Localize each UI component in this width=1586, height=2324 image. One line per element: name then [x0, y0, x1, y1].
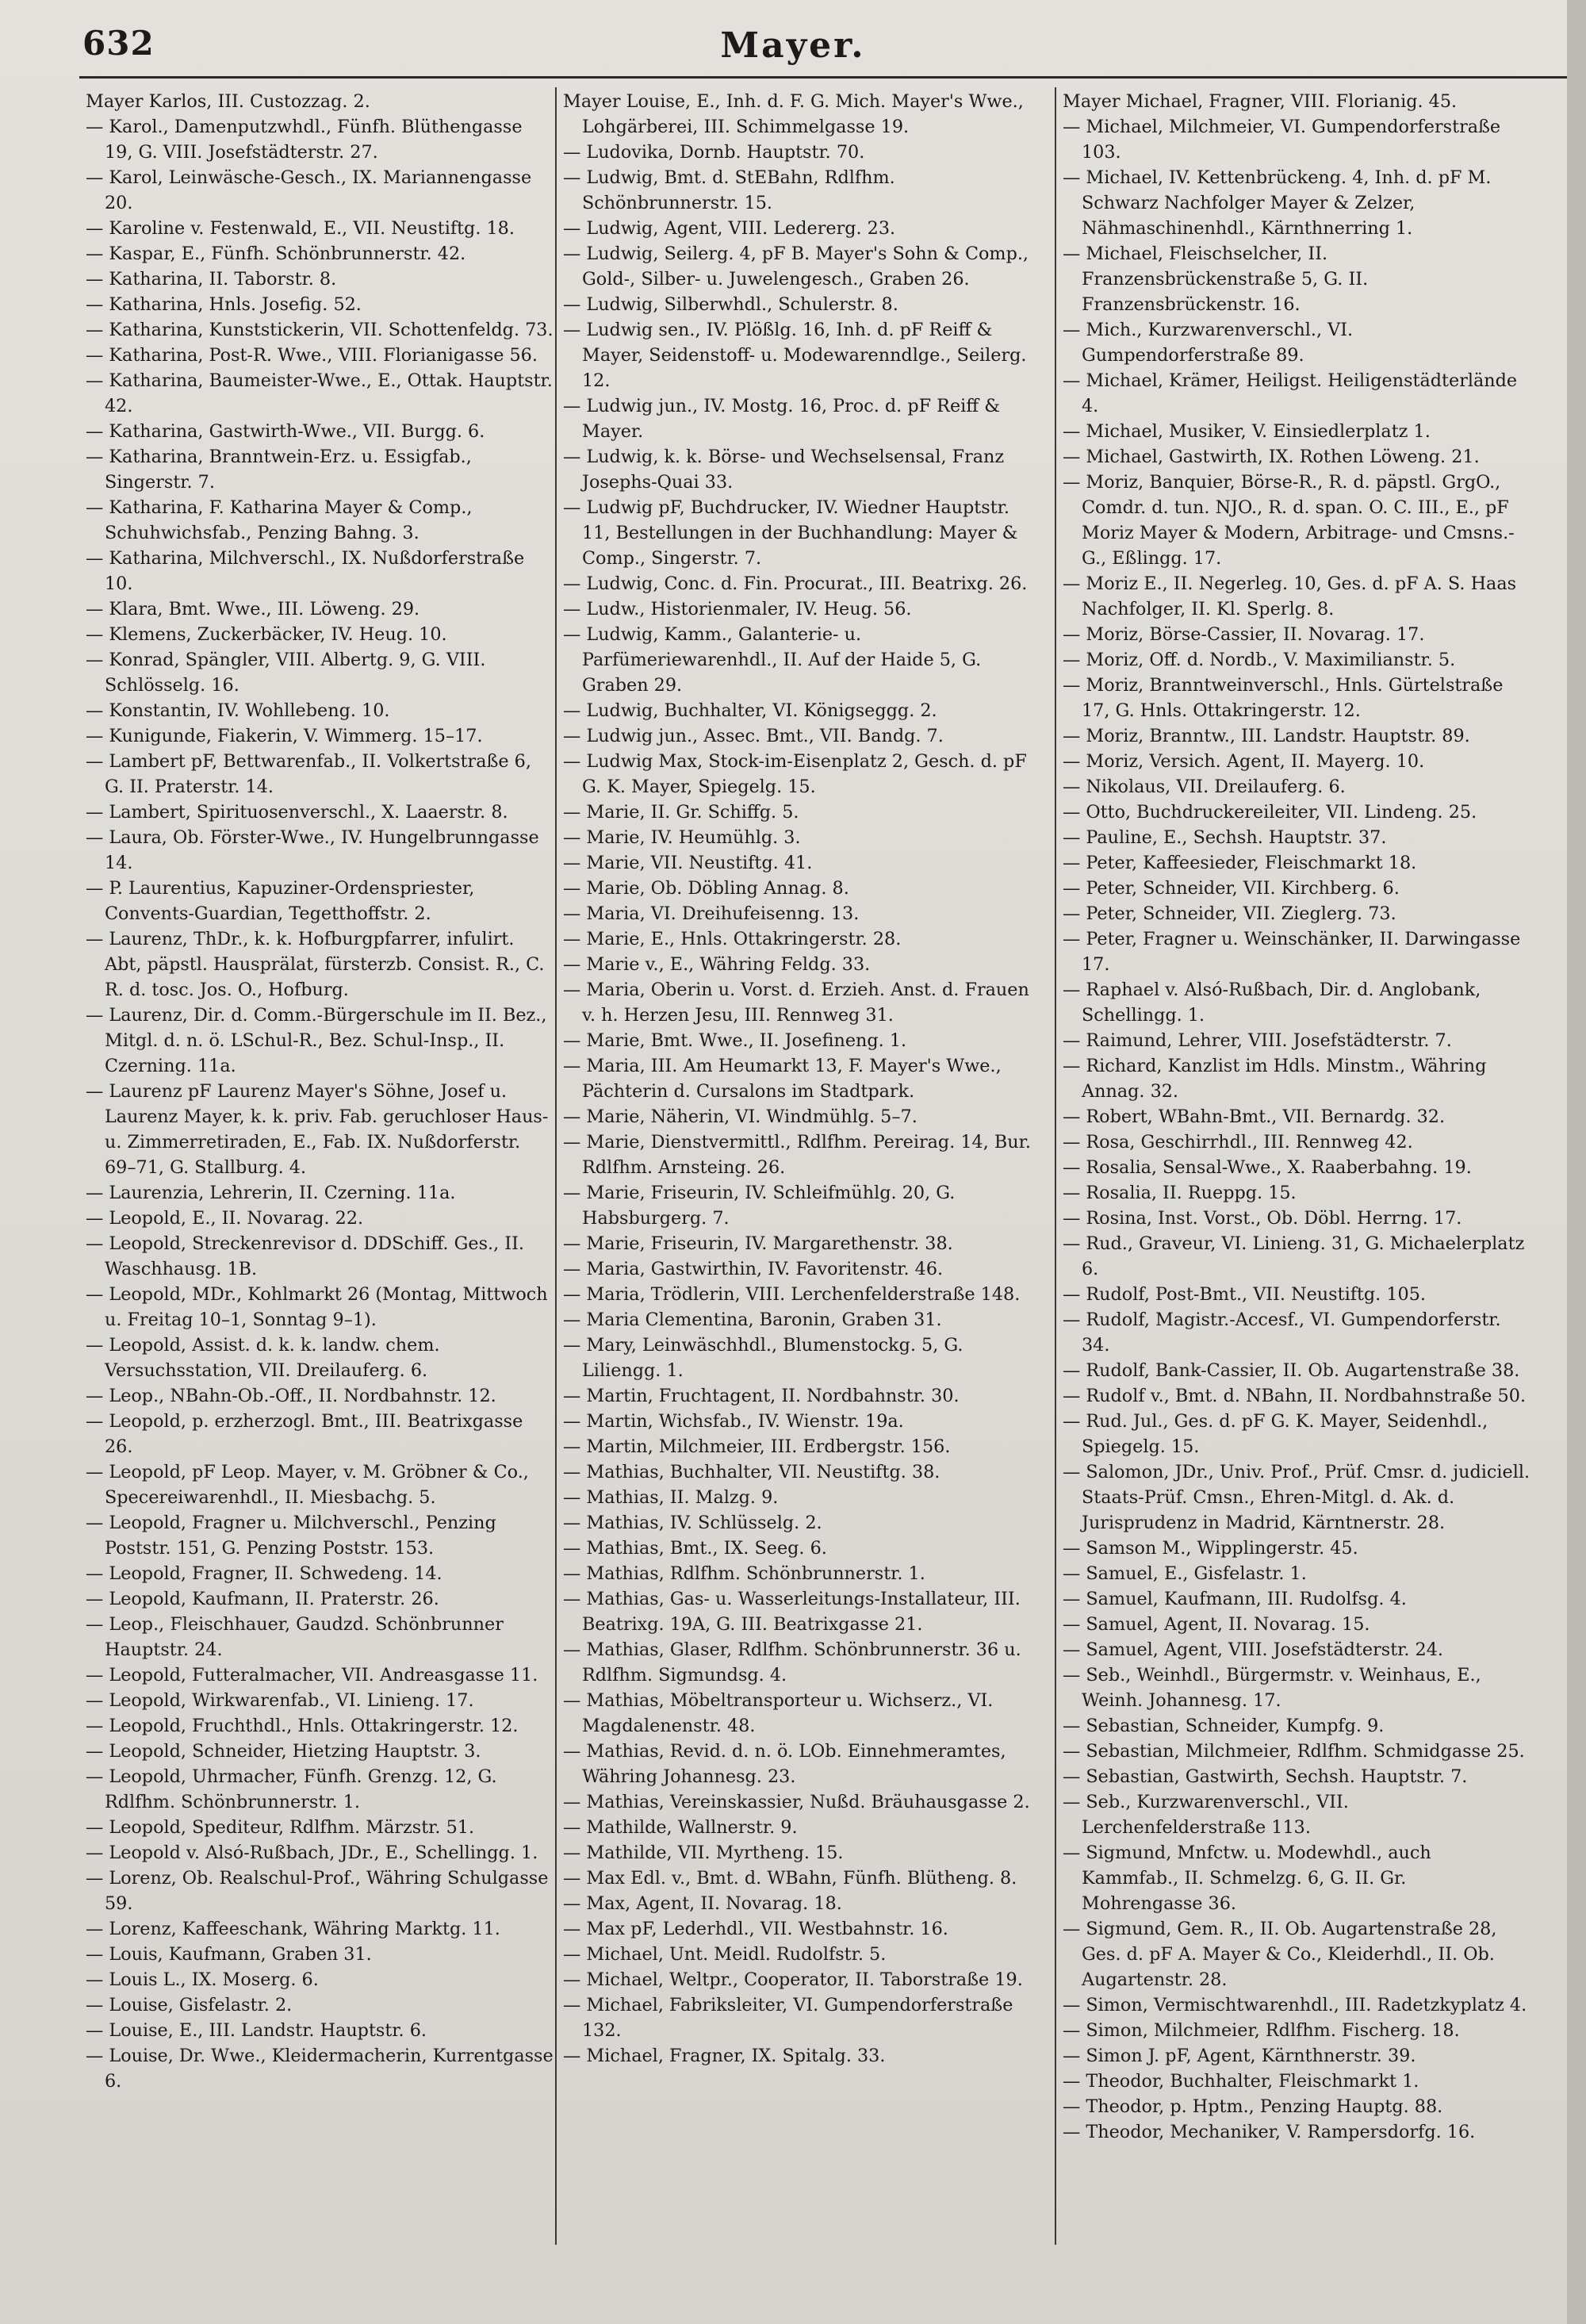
directory-entry: — Theodor, p. Hptm., Penzing Hauptg. 88. [1063, 2096, 1443, 2117]
column-2 [563, 89, 1031, 2069]
directory-entry: — Michael, Unt. Meidl. Rudolfstr. 5. [563, 1944, 887, 1965]
directory-entry: — Leopold, pF Leop. Mayer, v. M. Gröbner & Co., Specereiwarenhdl., II. Miesbachg. 5. [86, 1462, 529, 1508]
directory-entry: — Louise, Dr. Wwe., Kleidermacherin, Kurrentgasse 6. [86, 2046, 554, 2092]
directory-entry: — Katharina, Post-R. Wwe., VIII. Florianigasse 56. [86, 345, 538, 366]
directory-entry: — Sebastian, Schneider, Kumpfg. 9. [1063, 1716, 1385, 1736]
directory-entry: — Marie, IV. Heumühlg. 3. [563, 827, 801, 848]
directory-entry: — Max, Agent, II. Novarag. 18. [563, 1893, 842, 1914]
directory-entry: — Mathias, Vereinskassier, Nußd. Bräuhausgasse 2. [563, 1792, 1030, 1812]
directory-entry: — Theodor, Buchhalter, Fleischmarkt 1. [1063, 2071, 1419, 2092]
directory-entry: — Konstantin, IV. Wohllebeng. 10. [86, 700, 390, 721]
directory-entry: — Sigmund, Mnfctw. u. Modewhdl., auch Kammfab., II. Schmelzg. 6, G. II. Gr. Mohrengasse 36. [1063, 1843, 1431, 1914]
directory-entry: — Rudolf, Magistr.-Accesf., VI. Gumpendorferstr. 34. [1063, 1310, 1501, 1356]
directory-entry: — Theodor, Mechaniker, V. Rampersdorfg. 16. [1063, 2122, 1476, 2142]
directory-entry: — Marie, Bmt. Wwe., II. Josefineng. 1. [563, 1030, 907, 1051]
directory-entry: — Katharina, Hnls. Josefig. 52. [86, 294, 362, 315]
directory-entry: — Katharina, Milchverschl., IX. Nußdorferstraße 10. [86, 548, 525, 594]
directory-entry: — Leop., Fleischhauer, Gaudzd. Schönbrunner Hauptstr. 24. [86, 1614, 504, 1660]
directory-entry: — Marie, II. Gr. Schiffg. 5. [563, 802, 799, 823]
directory-entry: — Moriz, Off. d. Nordb., V. Maximilianstr. 5. [1063, 650, 1456, 670]
directory-entry: — Leopold, Uhrmacher, Fünfh. Grenzg. 12, G. Rdlfhm. Schönbrunnerstr. 1. [86, 1766, 497, 1812]
directory-entry: — Moriz, Banquier, Börse-R., R. d. päpstl. GrgO., Comdr. d. tun. NJO., R. d. span. O. C. III., E., pF Moriz Mayer & Modern, Arbitrage- und Cmsns.-G., Eßlingg. 17. [1063, 472, 1515, 569]
directory-entry: — Konrad, Spängler, VIII. Albertg. 9, G. VIII. Schlösselg. 16. [86, 650, 486, 696]
directory-entry: — Rosa, Geschirrhdl., III. Rennweg 42. [1063, 1132, 1413, 1152]
directory-entry: Mayer Karlos, III. Custozzag. 2. [86, 91, 370, 112]
directory-entry: — Rosina, Inst. Vorst., Ob. Döbl. Herrng. 17. [1063, 1208, 1462, 1229]
page-header [0, 24, 1586, 71]
directory-entry: — Katharina, F. Katharina Mayer & Comp., Schuhwichsfab., Penzing Bahng. 3. [86, 497, 473, 543]
directory-entry: — Leopold, Schneider, Hietzing Hauptstr. 3. [86, 1741, 481, 1762]
directory-entry: Mayer Louise, E., Inh. d. F. G. Mich. Mayer's Wwe., Lohgärberei, III. Schimmelgasse 19. [563, 91, 1024, 137]
directory-entry: — Leopold, Fragner u. Milchverschl., Penzing Poststr. 151, G. Penzing Poststr. 153. [86, 1513, 496, 1559]
directory-entry: — Nikolaus, VII. Dreilauferg. 6. [1063, 777, 1346, 797]
directory-entry: — Leopold, Assist. d. k. k. landw. chem. Versuchsstation, VII. Dreilauferg. 6. [86, 1335, 440, 1381]
directory-entry: — Maria, Oberin u. Vorst. d. Erzieh. Anst. d. Frauen v. h. Herzen Jesu, III. Rennweg 31. [563, 980, 1029, 1026]
directory-entry: — Martin, Fruchtagent, II. Nordbahnstr. 30. [563, 1386, 960, 1406]
directory-entry: — Peter, Kaffeesieder, Fleischmarkt 18. [1063, 853, 1417, 873]
directory-entry: — Leopold, MDr., Kohlmarkt 26 (Montag, Mittwoch u. Freitag 10–1, Sonntag 9–1). [86, 1284, 548, 1330]
directory-entry: — Leopold, Wirkwarenfab., VI. Linieng. 17. [86, 1690, 474, 1711]
directory-entry: — Simon, Milchmeier, Rdlfhm. Fischerg. 18. [1063, 2020, 1460, 2041]
directory-entry: — Simon J. pF, Agent, Kärnthnerstr. 39. [1063, 2046, 1416, 2066]
directory-entry: — Rudolf, Post-Bmt., VII. Neustiftg. 105. [1063, 1284, 1427, 1305]
directory-entry: — Laurenz pF Laurenz Mayer's Söhne, Josef u. Laurenz Mayer, k. k. priv. Fab. geruchloser Haus- u. Zimmerretiraden, E., Fab. IX. Nußdorferstr. 69–71, G. Stallburg. 4. [86, 1081, 549, 1178]
directory-entry: — Michael, Gastwirth, IX. Rothen Löweng. 21. [1063, 447, 1480, 467]
directory-entry: — Rud. Jul., Ges. d. pF G. K. Mayer, Seidenhdl., Spiegelg. 15. [1063, 1411, 1488, 1457]
directory-entry: — Leopold v. Alsó-Rußbach, JDr., E., Schellingg. 1. [86, 1843, 538, 1863]
directory-entry: — Otto, Buchdruckereileiter, VII. Lindeng. 25. [1063, 802, 1477, 823]
directory-entry: — Rudolf, Bank-Cassier, II. Ob. Augartenstraße 38. [1063, 1360, 1520, 1381]
directory-entry: — Michael, Musiker, V. Einsiedlerplatz 1. [1063, 421, 1431, 442]
directory-entry: — Ludwig, Silberwhdl., Schulerstr. 8. [563, 294, 898, 315]
directory-entry: — Karol, Leinwäsche-Gesch., IX. Mariannengasse 20. [86, 167, 532, 213]
directory-entry: — Ludwig pF, Buchdrucker, IV. Wiedner Hauptstr. 11, Bestellungen in der Buchhandlung: Mayer & Comp., Singerstr. 7. [563, 497, 1018, 569]
directory-entry: — Salomon, JDr., Univ. Prof., Prüf. Cmsr. d. judiciell. Staats-Prüf. Cmsn., Ehren-Mitgl. d. Ak. d. Jurisprudenz in Madrid, Kärntnerstr. 28. [1063, 1462, 1530, 1533]
directory-entry: — Marie, Friseurin, IV. Schleifmühlg. 20, G. Habsburgerg. 7. [563, 1183, 956, 1229]
directory-entry: — Katharina, Gastwirth-Wwe., VII. Burgg. 6. [86, 421, 485, 442]
directory-entry: — Michael, Fabriksleiter, VI. Gumpendorferstraße 132. [563, 1995, 1013, 2041]
directory-entry: — Mathias, Bmt., IX. Seeg. 6. [563, 1538, 827, 1559]
directory-entry: — Martin, Milchmeier, III. Erdbergstr. 156. [563, 1436, 951, 1457]
directory-entry: — Peter, Schneider, VII. Zieglerg. 73. [1063, 903, 1396, 924]
directory-entry: — Lorenz, Ob. Realschul-Prof., Währing Schulgasse 59. [86, 1868, 549, 1914]
directory-entry: — Laurenzia, Lehrerin, II. Czerning. 11a. [86, 1183, 456, 1203]
directory-entry: — Max pF, Lederhdl., VII. Westbahnstr. 16. [563, 1919, 948, 1939]
directory-entry: — Martin, Wichsfab., IV. Wienstr. 19a. [563, 1411, 904, 1432]
directory-entry: — Marie, VII. Neustiftg. 41. [563, 853, 813, 873]
directory-entry: — Kaspar, E., Fünfh. Schönbrunnerstr. 42. [86, 244, 466, 264]
directory-entry: — Leopold, Futteralmacher, VII. Andreasgasse 11. [86, 1665, 538, 1685]
directory-entry: — Moriz, Branntweinverschl., Hnls. Gürtelstraße 17, G. Hnls. Ottakringerstr. 12. [1063, 675, 1504, 721]
page-edge [1567, 0, 1586, 2324]
directory-entry: — Sebastian, Milchmeier, Rdlfhm. Schmidgasse 25. [1063, 1741, 1525, 1762]
directory-entry: — Marie v., E., Währing Feldg. 33. [563, 954, 871, 975]
directory-entry: — Maria, Trödlerin, VIII. Lerchenfelderstraße 148. [563, 1284, 1021, 1305]
directory-entry: — Leopold, Fragner, II. Schwedeng. 14. [86, 1563, 442, 1584]
directory-entry: — Leopold, p. erzherzogl. Bmt., III. Beatrixgasse 26. [86, 1411, 523, 1457]
directory-entry: — Moriz, Börse-Cassier, II. Novarag. 17. [1063, 624, 1425, 645]
directory-entry: — Marie, Dienstvermittl., Rdlfhm. Pereirag. 14, Bur. Rdlfhm. Arnsteing. 26. [563, 1132, 1031, 1178]
directory-entry: — Peter, Schneider, VII. Kirchberg. 6. [1063, 878, 1400, 899]
directory-entry: — Marie, Ob. Döbling Annag. 8. [563, 878, 849, 899]
directory-entry: — Mathias, II. Malzg. 9. [563, 1487, 779, 1508]
directory-entry: — Ludwig jun., Assec. Bmt., VII. Bandg. 7. [563, 726, 944, 746]
directory-entry: — Raphael v. Alsó-Rußbach, Dir. d. Anglobank, Schellingg. 1. [1063, 980, 1481, 1026]
directory-entry: — Kunigunde, Fiakerin, V. Wimmerg. 15–17. [86, 726, 483, 746]
directory-entry: — Ludwig, Buchhalter, VI. Königseggg. 2. [563, 700, 937, 721]
directory-entry: — Katharina, Kunststickerin, VII. Schottenfeldg. 73. [86, 320, 554, 340]
directory-entry: — Leopold, Kaufmann, II. Praterstr. 26. [86, 1589, 439, 1609]
directory-entry: — Raimund, Lehrer, VIII. Josefstädterstr. 7. [1063, 1030, 1452, 1051]
directory-entry: — Ludwig, Bmt. d. StEBahn, Rdlfhm. Schönbrunnerstr. 15. [563, 167, 895, 213]
directory-entry: — Laurenz, ThDr., k. k. Hofburgpfarrer, infulirt. Abt, päpstl. Hausprälat, fürsterzb. Consist. R., C. R. d. tosc. Jos. O., Hofburg. [86, 929, 545, 1000]
column-divider [555, 87, 557, 2245]
directory-entry: — Peter, Fragner u. Weinschänker, II. Darwingasse 17. [1063, 929, 1521, 975]
directory-entry: — Samson M., Wipplingerstr. 45. [1063, 1538, 1358, 1559]
directory-entry: — Leop., NBahn-Ob.-Off., II. Nordbahnstr. 12. [86, 1386, 496, 1406]
directory-entry: — Ludwig jun., IV. Mostg. 16, Proc. d. pF Reiff & Mayer. [563, 396, 1001, 442]
column-1 [86, 89, 554, 2094]
directory-entry: — Maria, III. Am Heumarkt 13, F. Mayer's Wwe., Pächterin d. Cursalons im Stadtpark. [563, 1056, 1002, 1102]
directory-entry: — Karol., Damenputzwhdl., Fünfh. Blüthengasse 19, G. VIII. Josefstädterstr. 27. [86, 117, 523, 163]
directory-entry: — Michael, Fleischselcher, II. Franzensbrückenstraße 5, G. II. Franzensbrückenstr. 16. [1063, 244, 1369, 315]
header-rule [79, 76, 1570, 79]
directory-entry: — Mathias, IV. Schlüsselg. 2. [563, 1513, 822, 1533]
directory-entry: — Michael, Weltpr., Cooperator, II. Taborstraße 19. [563, 1969, 1023, 1990]
directory-entry: — Klara, Bmt. Wwe., III. Löweng. 29. [86, 599, 420, 619]
directory-entry: — Maria Clementina, Baronin, Graben 31. [563, 1310, 942, 1330]
directory-entry: Mayer Michael, Fragner, VIII. Florianig. 45. [1063, 91, 1458, 112]
directory-entry: — Michael, Milchmeier, VI. Gumpendorferstraße 103. [1063, 117, 1501, 163]
directory-entry: — Katharina, II. Taborstr. 8. [86, 269, 337, 290]
directory-entry: — Sebastian, Gastwirth, Sechsh. Hauptstr. 7. [1063, 1766, 1468, 1787]
running-head: Mayer. [720, 25, 866, 66]
directory-entry: — Ludwig Max, Stock-im-Eisenplatz 2, Gesch. d. pF G. K. Mayer, Spiegelg. 15. [563, 751, 1027, 797]
directory-entry: — Moriz E., II. Negerleg. 10, Ges. d. pF A. S. Haas Nachfolger, II. Kl. Sperlg. 8. [1063, 573, 1517, 619]
directory-entry: — Simon, Vermischtwarenhdl., III. Radetzkyplatz 4. [1063, 1995, 1527, 2015]
directory-entry: — Mathilde, VII. Myrtheng. 15. [563, 1843, 844, 1863]
directory-entry: — Maria, VI. Dreihufeisenng. 13. [563, 903, 860, 924]
directory-entry: — Mathias, Revid. d. n. ö. LOb. Einnehmeramtes, Währing Johannesg. 23. [563, 1741, 1006, 1787]
directory-entry: — Max Edl. v., Bmt. d. WBahn, Fünfh. Blütheng. 8. [563, 1868, 1017, 1889]
directory-entry: — Lambert, Spirituosenverschl., X. Laaerstr. 8. [86, 802, 508, 823]
directory-entry: — Laura, Ob. Förster-Wwe., IV. Hungelbrunngasse 14. [86, 827, 539, 873]
directory-entry: — Seb., Weinhdl., Bürgermstr. v. Weinhaus, E., Weinh. Johannesg. 17. [1063, 1665, 1481, 1711]
directory-entry: — Rudolf v., Bmt. d. NBahn, II. Nordbahnstraße 50. [1063, 1386, 1527, 1406]
directory-entry: — Mathias, Gas- u. Wasserleitungs-Installateur, III. Beatrixg. 19A, G. III. Beatrixgasse 21. [563, 1589, 1021, 1635]
directory-entry: — Moriz, Branntw., III. Landstr. Hauptstr. 89. [1063, 726, 1470, 746]
directory-entry: — Michael, IV. Kettenbrückeng. 4, Inh. d. pF M. Schwarz Nachfolger Mayer & Zelzer, Nähmaschinenhdl., Kärnthnerring 1. [1063, 167, 1492, 239]
directory-entry: — Katharina, Branntwein-Erz. u. Essigfab., Singerstr. 7. [86, 447, 472, 493]
directory-entry: — Rosalia, Sensal-Wwe., X. Raaberbahng. 19. [1063, 1157, 1472, 1178]
directory-entry: — Leopold, Streckenrevisor d. DDSchiff. Ges., II. Waschhausg. 1B. [86, 1233, 525, 1279]
directory-entry: — Rud., Graveur, VI. Linieng. 31, G. Michaelerplatz 6. [1063, 1233, 1525, 1279]
directory-entry: — Ludovika, Dornb. Hauptstr. 70. [563, 142, 865, 163]
directory-entry: — Michael, Krämer, Heiligst. Heiligenstädterlände 4. [1063, 370, 1518, 416]
directory-entry: — Samuel, E., Gisfelastr. 1. [1063, 1563, 1307, 1584]
page-number: 632 [82, 24, 155, 63]
directory-entry: — Ludwig, k. k. Börse- und Wechselsensal, Franz Josephs-Quai 33. [563, 447, 1005, 493]
directory-entry: — Lambert pF, Bettwarenfab., II. Volkertstraße 6, G. II. Praterstr. 14. [86, 751, 531, 797]
directory-entry: — Mary, Leinwäschhdl., Blumenstockg. 5, G. Liliengg. 1. [563, 1335, 963, 1381]
directory-entry: — Maria, Gastwirthin, IV. Favoritenstr. 46. [563, 1259, 944, 1279]
directory-entry: — Louise, E., III. Landstr. Hauptstr. 6. [86, 2020, 427, 2041]
directory-entry: — Pauline, E., Sechsh. Hauptstr. 37. [1063, 827, 1387, 848]
directory-entry: — Ludwig, Seilerg. 4, pF B. Mayer's Sohn & Comp., Gold-, Silber- u. Juwelengesch., Graben 26. [563, 244, 1029, 290]
directory-entry: — Mich., Kurzwarenverschl., VI. Gumpendorferstraße 89. [1063, 320, 1354, 366]
column-divider [1055, 87, 1056, 2245]
directory-entry: — Seb., Kurzwarenverschl., VII. Lerchenfelderstraße 113. [1063, 1792, 1349, 1838]
directory-entry: — Ludwig, Kamm., Galanterie- u. Parfümeriewarenhdl., II. Auf der Haide 5, G. Graben 29. [563, 624, 982, 696]
directory-entry: — Samuel, Agent, II. Novarag. 15. [1063, 1614, 1370, 1635]
directory-entry: — Mathias, Möbeltransporteur u. Wichserz., VI. Magdalenenstr. 48. [563, 1690, 994, 1736]
directory-entry: — P. Laurentius, Kapuziner-Ordenspriester, Convents-Guardian, Tegetthoffstr. 2. [86, 878, 475, 924]
directory-entry: — Karoline v. Festenwald, E., VII. Neustiftg. 18. [86, 218, 515, 239]
directory-entry: — Michael, Fragner, IX. Spitalg. 33. [563, 2046, 886, 2066]
directory-entry: — Louis, Kaufmann, Graben 31. [86, 1944, 372, 1965]
directory-entry: — Mathilde, Wallnerstr. 9. [563, 1817, 798, 1838]
directory-entry: — Moriz, Versich. Agent, II. Mayerg. 10. [1063, 751, 1425, 772]
directory-entry: — Sigmund, Gem. R., II. Ob. Augartenstraße 28, Ges. d. pF A. Mayer & Co., Kleiderhdl., II. Ob. Augartenstr. 28. [1063, 1919, 1497, 1990]
directory-entry: — Mathias, Buchhalter, VII. Neustiftg. 38. [563, 1462, 940, 1482]
directory-entry: — Samuel, Kaufmann, III. Rudolfsg. 4. [1063, 1589, 1407, 1609]
directory-entry: — Marie, Friseurin, IV. Margarethenstr. 38. [563, 1233, 953, 1254]
directory-entry: — Mathias, Rdlfhm. Schönbrunnerstr. 1. [563, 1563, 925, 1584]
directory-entry: — Louis L., IX. Moserg. 6. [86, 1969, 319, 1990]
directory-entry: — Marie, Näherin, VI. Windmühlg. 5–7. [563, 1106, 918, 1127]
directory-entry: — Laurenz, Dir. d. Comm.-Bürgerschule im II. Bez., Mitgl. d. n. ö. LSchul-R., Bez. Schul-Insp., II. Czerning. 11a. [86, 1005, 547, 1076]
directory-entry: — Richard, Kanzlist im Hdls. Minstm., Währing Annag. 32. [1063, 1056, 1487, 1102]
directory-entry: — Leopold, Fruchthdl., Hnls. Ottakringerstr. 12. [86, 1716, 519, 1736]
directory-entry: — Ludwig, Conc. d. Fin. Procurat., III. Beatrixg. 26. [563, 573, 1028, 594]
directory-entry: — Leopold, Spediteur, Rdlfhm. Märzstr. 51. [86, 1817, 475, 1838]
directory-entry: — Samuel, Agent, VIII. Josefstädterstr. 24. [1063, 1639, 1444, 1660]
directory-entry: — Katharina, Baumeister-Wwe., E., Ottak. Hauptstr. 42. [86, 370, 553, 416]
directory-entry: — Ludwig sen., IV. Plößlg. 16, Inh. d. pF Reiff & Mayer, Seidenstoff- u. Modewarenndlge., Seilerg. 12. [563, 320, 1027, 391]
directory-entry: — Robert, WBahn-Bmt., VII. Bernardg. 32. [1063, 1106, 1446, 1127]
directory-entry: — Mathias, Glaser, Rdlfhm. Schönbrunnerstr. 36 u. Rdlfhm. Sigmundsg. 4. [563, 1639, 1021, 1685]
column-3 [1063, 89, 1530, 2145]
directory-entry: — Ludw., Historienmaler, IV. Heug. 56. [563, 599, 912, 619]
directory-entry: — Leopold, E., II. Novarag. 22. [86, 1208, 364, 1229]
directory-entry: — Lorenz, Kaffeeschank, Währing Marktg. 11. [86, 1919, 500, 1939]
directory-entry: — Louise, Gisfelastr. 2. [86, 1995, 293, 2015]
directory-entry: — Klemens, Zuckerbäcker, IV. Heug. 10. [86, 624, 447, 645]
directory-entry: — Ludwig, Agent, VIII. Ledererg. 23. [563, 218, 896, 239]
directory-entry: — Marie, E., Hnls. Ottakringerstr. 28. [563, 929, 902, 949]
directory-entry: — Rosalia, II. Rueppg. 15. [1063, 1183, 1297, 1203]
